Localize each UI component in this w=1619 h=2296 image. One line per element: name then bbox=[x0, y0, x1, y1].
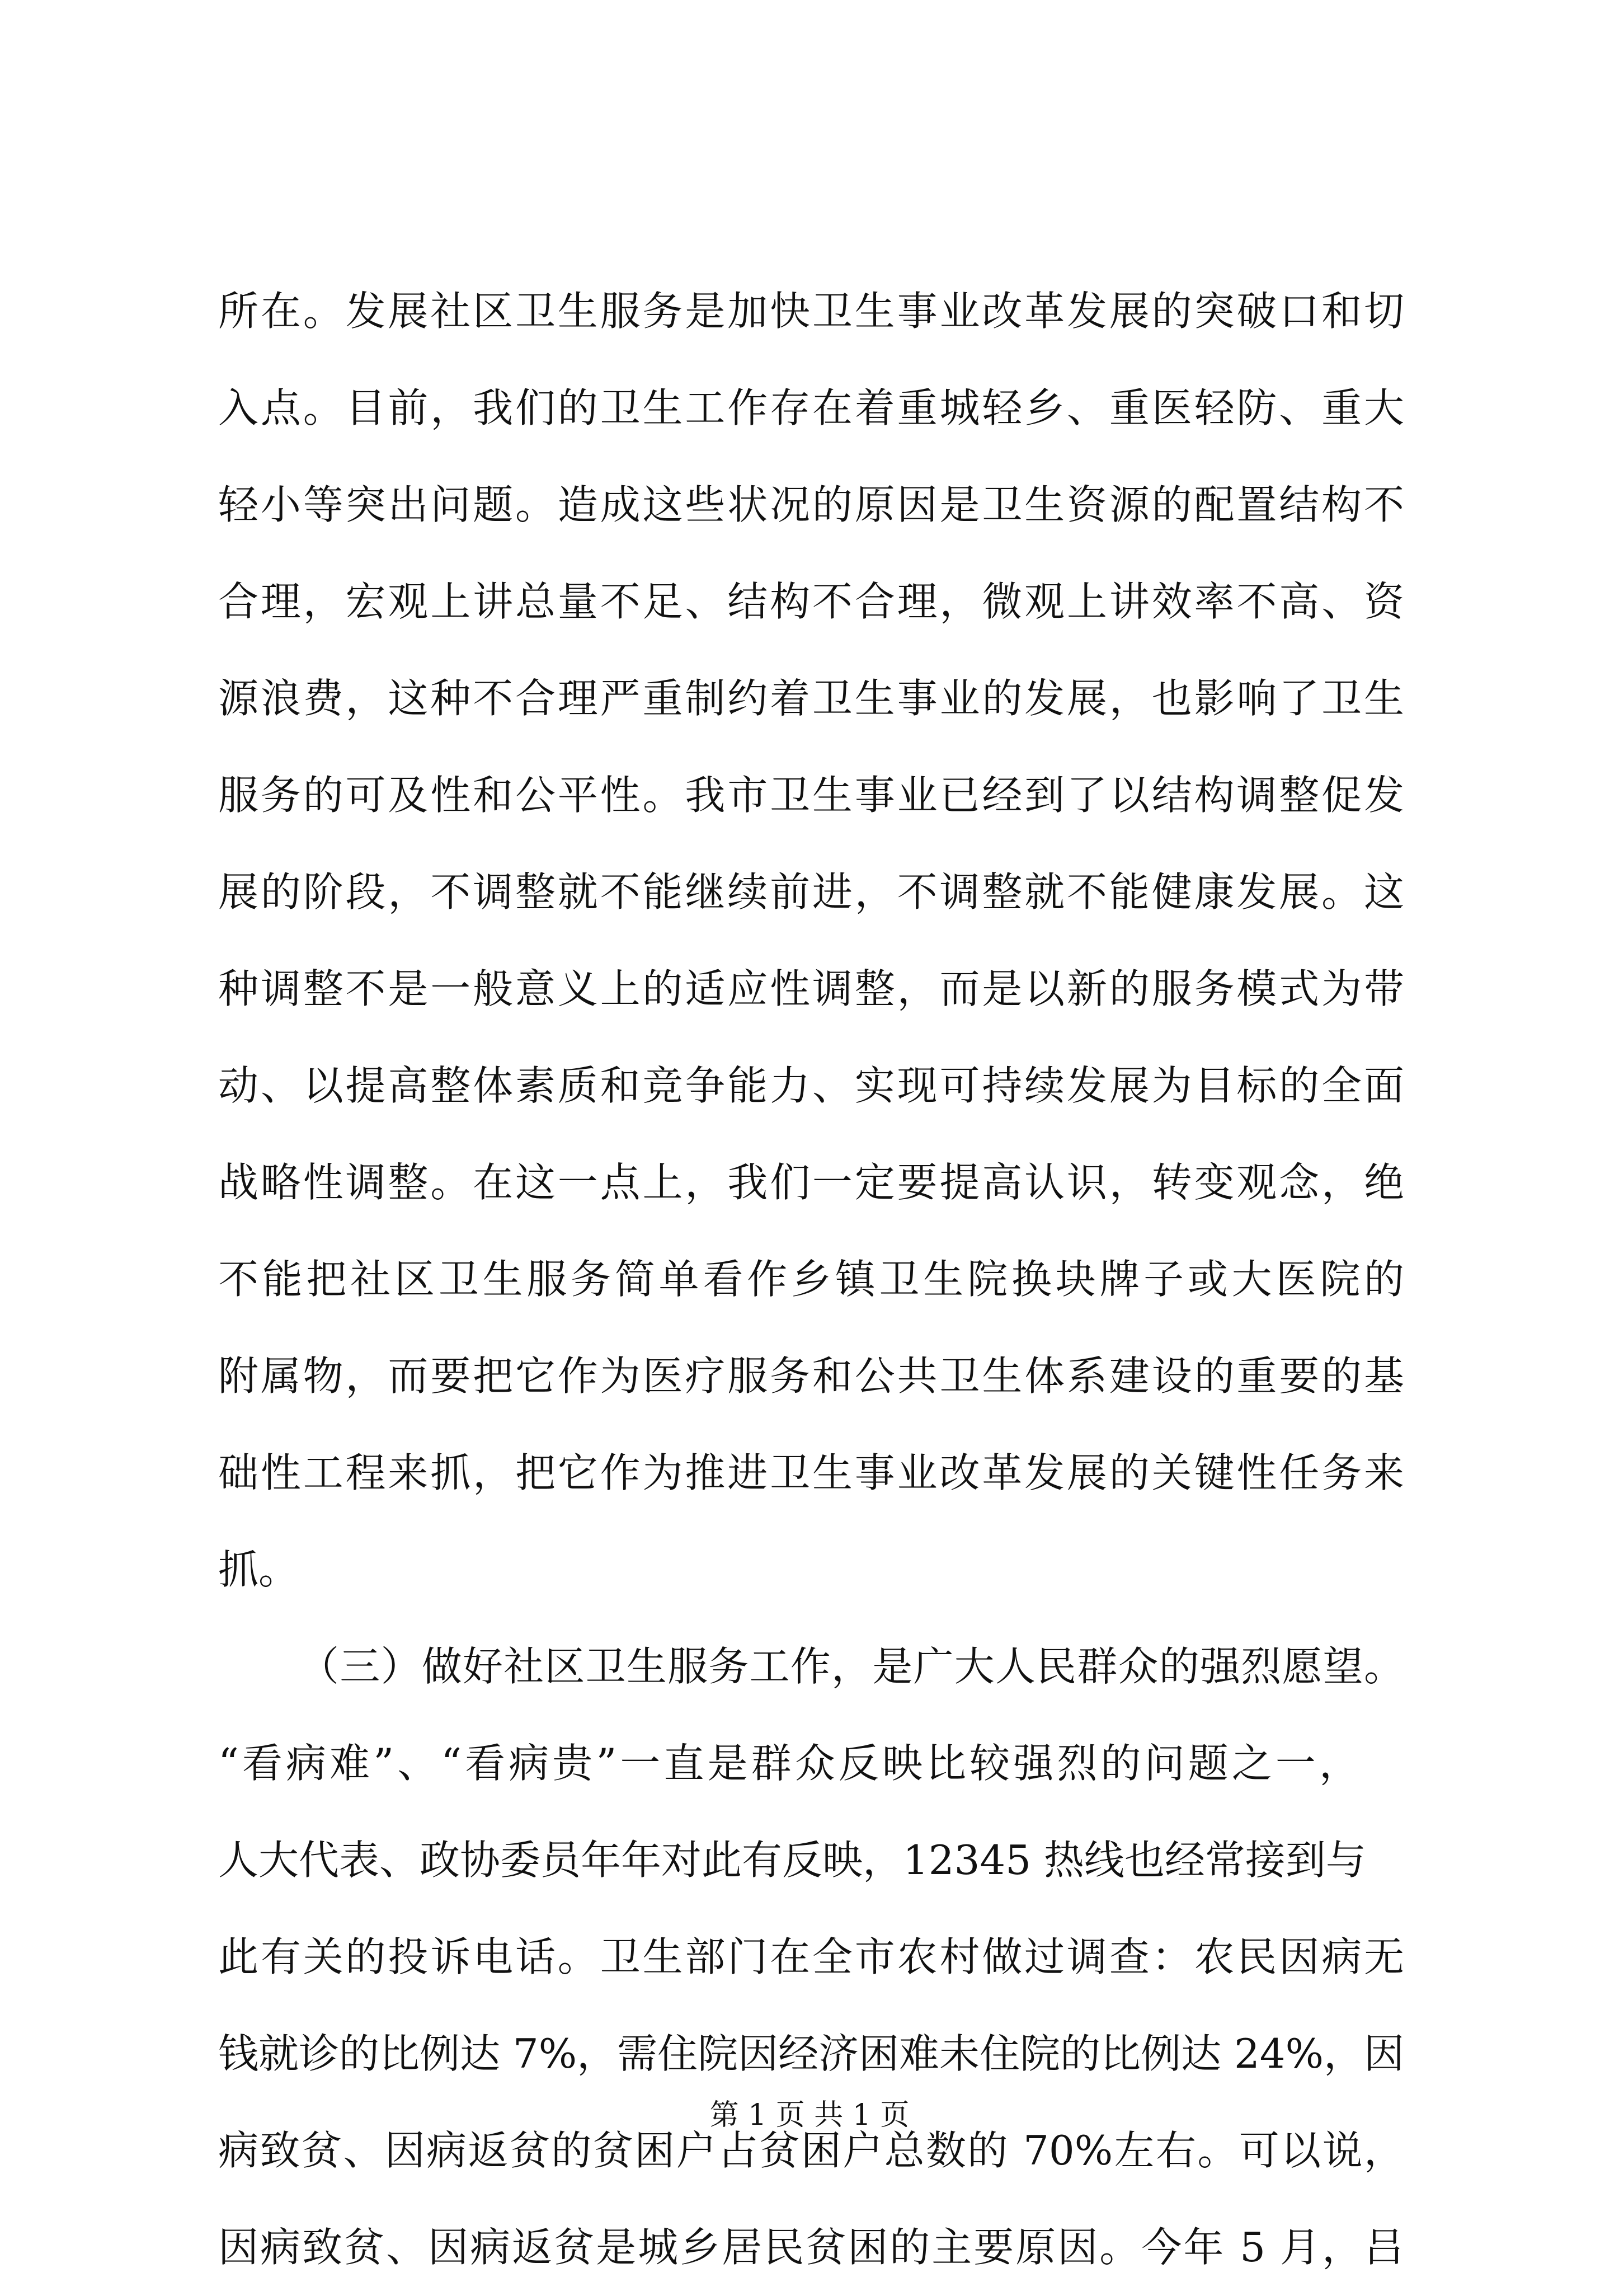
text-line: “看病难”、“看病贵”一直是群众反映比较强烈的问题之一， bbox=[218, 1740, 1359, 1787]
text-line: 展的阶段，不调整就不能继续前进，不调整就不能健康发展。这 bbox=[218, 868, 1404, 915]
text-line: 附属物，而要把它作为医疗服务和公共卫生体系建设的重要的基 bbox=[218, 1353, 1404, 1400]
text-line: 轻小等突出问题。造成这些状况的原因是卫生资源的配置结构不 bbox=[218, 481, 1404, 528]
text-line: 动、以提高整体素质和竞争能力、实现可持续发展为目标的全面 bbox=[218, 1062, 1404, 1109]
text-line: 抓。 bbox=[218, 1546, 299, 1593]
section-heading-line: （三）做好社区卫生服务工作，是广大人民群众的强烈愿望。 bbox=[299, 1643, 1404, 1690]
body-text bbox=[218, 263, 1404, 2296]
text-line: 础性工程来抓，把它作为推进卫生事业改革发展的关键性任务来 bbox=[218, 1449, 1404, 1496]
text-line: 源浪费，这种不合理严重制约着卫生事业的发展，也影响了卫生 bbox=[218, 675, 1404, 722]
text-line: 此有关的投诉电话。卫生部门在全市农村做过调查：农民因病无 bbox=[218, 1933, 1404, 1980]
text-line: 入点。目前，我们的卫生工作存在着重城轻乡、重医轻防、重大 bbox=[218, 384, 1404, 431]
text-line: 钱就诊的比例达 7%，需住院因经济困难未住院的比例达 24%，因 bbox=[218, 2030, 1405, 2077]
text-line: 种调整不是一般意义上的适应性调整，而是以新的服务模式为带 bbox=[218, 965, 1404, 1012]
text-line: 人大代表、政协委员年年对此有反映，12345 热线也经常接到与 bbox=[218, 1837, 1366, 1884]
text-line: 不能把社区卫生服务简单看作乡镇卫生院换块牌子或大医院的 bbox=[218, 1256, 1404, 1303]
text-line: 所在。发展社区卫生服务是加快卫生事业改革发展的突破口和切 bbox=[218, 288, 1404, 335]
text-line: 服务的可及性和公平性。我市卫生事业已经到了以结构调整促发 bbox=[218, 772, 1404, 819]
page-footer: 第 1 页 共 1 页 bbox=[709, 2098, 910, 2132]
text-line: 因病致贫、因病返贫是城乡居民贫困的主要原因。今年 5 月，吕 bbox=[218, 2224, 1404, 2271]
text-line: 合理，宏观上讲总量不足、结构不合理，微观上讲效率不高、资 bbox=[218, 578, 1404, 625]
text-line: 病致贫、因病返贫的贫困户占贫困户总数的 70%左右。可以说， bbox=[218, 2127, 1404, 2174]
text-line: 战略性调整。在这一点上，我们一定要提高认识，转变观念，绝 bbox=[218, 1159, 1404, 1206]
